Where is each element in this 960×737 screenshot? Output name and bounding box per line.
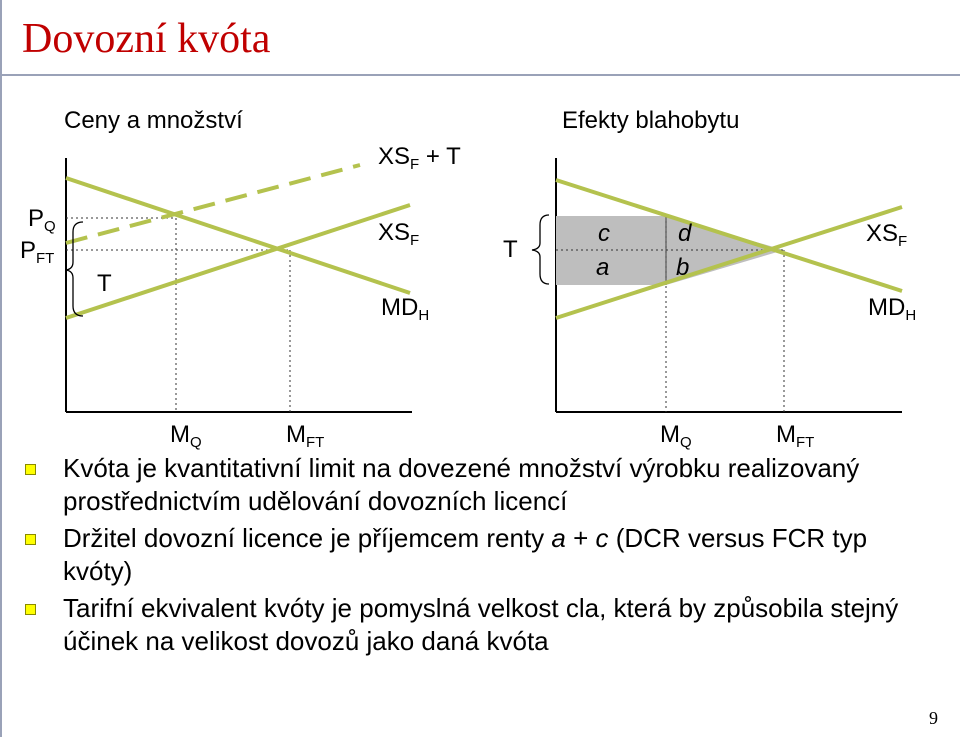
- bullet-marker: [25, 534, 36, 545]
- right-tariff-brace: [532, 215, 549, 284]
- left-xs-curve: [66, 205, 410, 318]
- right-mft-label: $M_{FT}$: [776, 421, 815, 451]
- area-b-label: b: [676, 254, 690, 281]
- area-c-label: c: [598, 220, 610, 247]
- left-xs-label: $XS_F$: [378, 219, 420, 249]
- left-pq-label: $P_Q$: [28, 205, 56, 235]
- left-md-label: $MD_H$: [381, 294, 430, 324]
- left-xs-plus-t-curve: [66, 165, 360, 243]
- bullet-text-post: (DCR versus FCR typ kvóty): [63, 523, 868, 586]
- right-tariff-label: T: [503, 236, 518, 263]
- area-a-label: a: [596, 254, 610, 281]
- bullet-text: Kvóta je kvantitativní limit na dovezené množství výrobku realizovaný prostřednictvím udělování dovozních licencí: [63, 453, 860, 516]
- bullet-item: [18, 452, 918, 518]
- left-tariff-brace: [66, 222, 83, 316]
- left-chart-heading: Ceny a množství: [64, 107, 243, 134]
- slide-title: Dovozní kvóta: [22, 16, 271, 62]
- left-mft-label: $M_{FT}$: [286, 421, 325, 451]
- bullet-text-pre: Držitel dovozní licence je příjemcem renty: [63, 523, 552, 553]
- left-xs-plus-t-label: $XS_F + T$: [378, 143, 461, 173]
- bullet-text-mid: +: [565, 523, 596, 553]
- left-md-curve: [66, 178, 410, 293]
- right-mq-label: $M_Q$: [660, 421, 692, 451]
- bullet-marker: [25, 464, 36, 475]
- bullet-item: [18, 592, 918, 658]
- right-area-cd: [556, 216, 784, 250]
- right-chart-heading: Efekty blahobytu: [562, 107, 740, 134]
- bullet-list: [18, 452, 918, 662]
- page-number: 9: [929, 708, 938, 728]
- bullet-item: [18, 522, 918, 588]
- left-mq-label: $M_Q$: [170, 421, 202, 451]
- area-d-label: d: [678, 220, 692, 247]
- left-tariff-label: T: [97, 270, 112, 297]
- rent-c: c: [595, 523, 609, 553]
- bullet-text: Tarifní ekvivalent kvóty je pomyslná velkost cla, která by způsobila stejný účinek na velikost dovozů jako daná kvóta: [63, 593, 899, 656]
- right-xs-label: $XS_F$: [866, 220, 908, 250]
- rent-a: a: [551, 523, 566, 553]
- left-pft-label: $P_{FT}$: [20, 237, 55, 267]
- right-md-label: $MD_H$: [868, 294, 917, 324]
- bullet-marker: [25, 604, 36, 615]
